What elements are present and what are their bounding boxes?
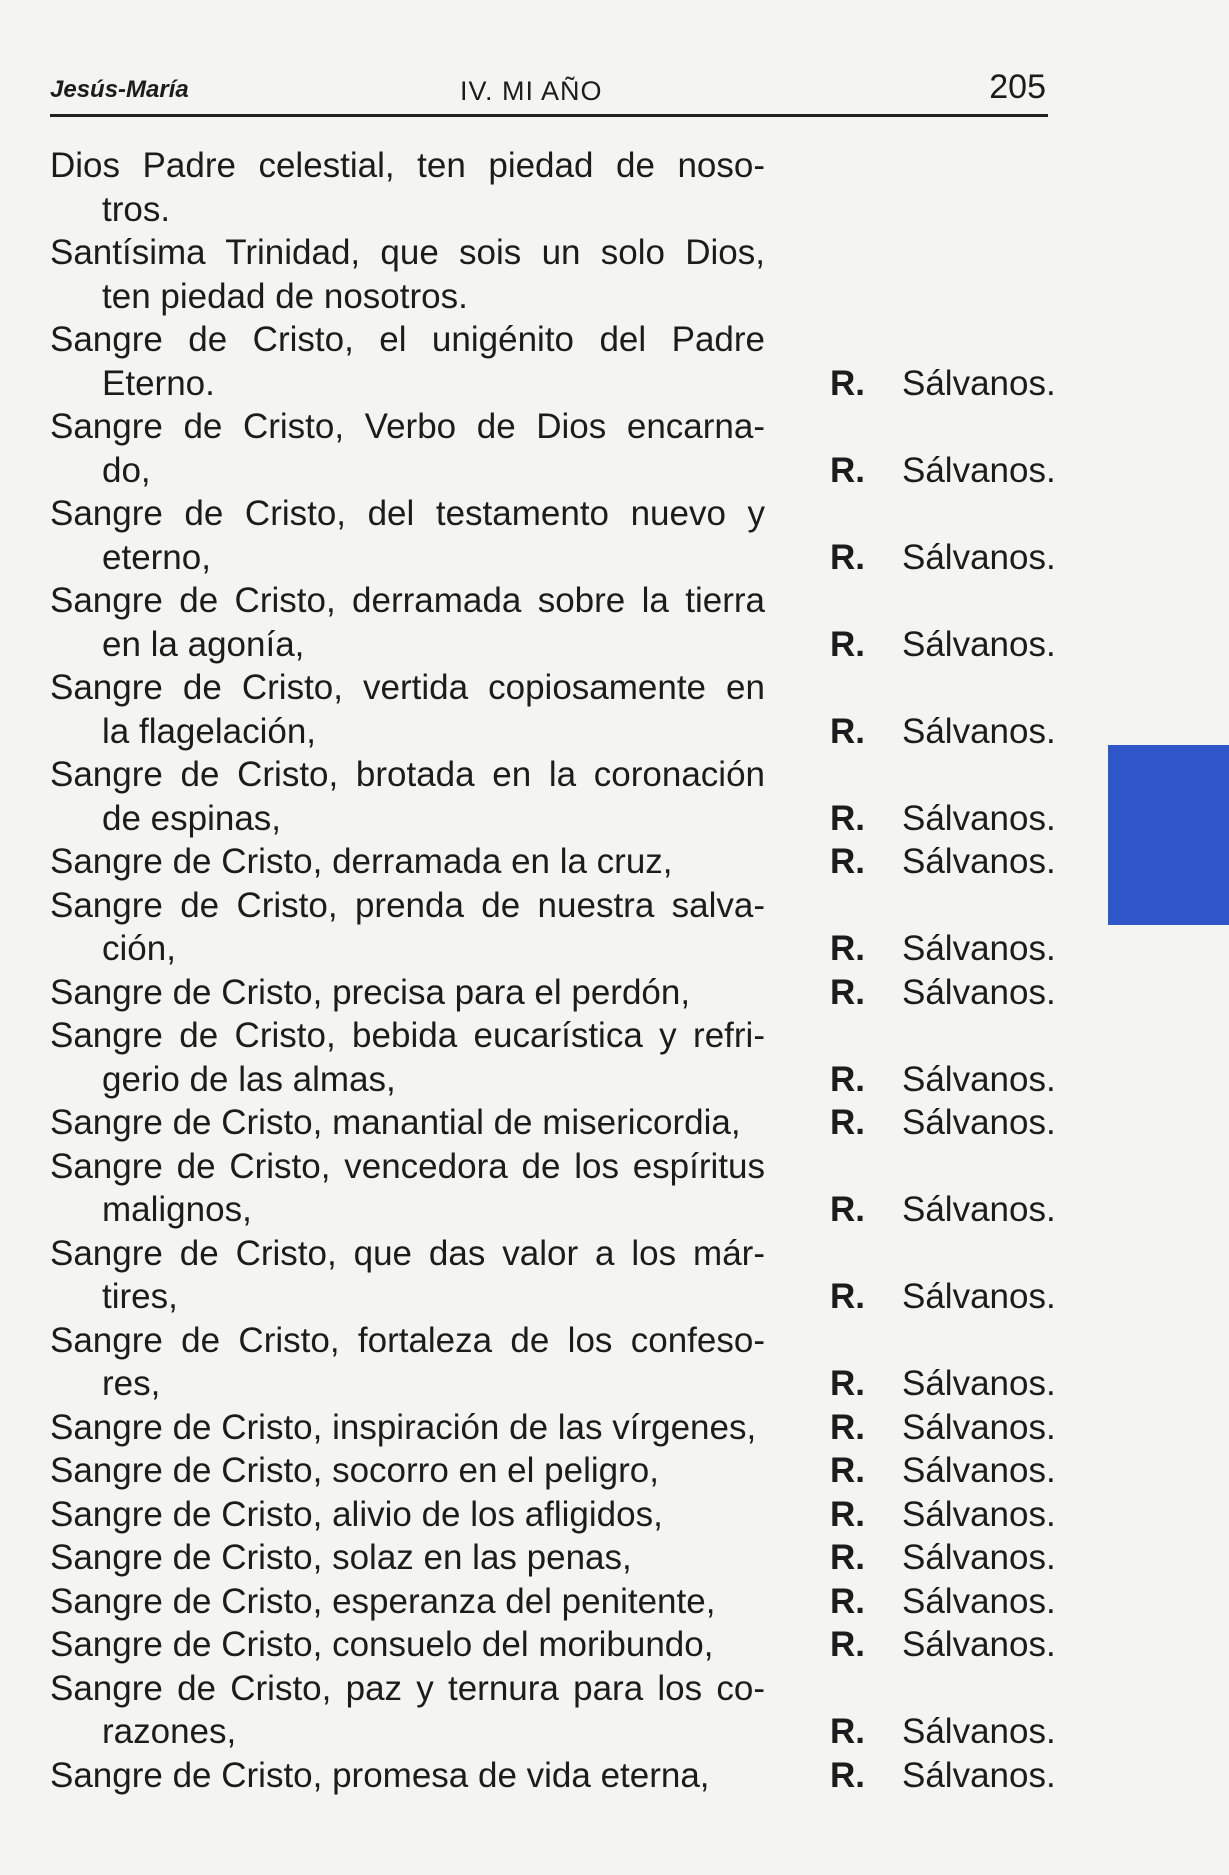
response bbox=[830, 1188, 1060, 1232]
response bbox=[830, 1406, 1060, 1450]
litany-entry bbox=[50, 1319, 1060, 1406]
response-symbol: R. bbox=[830, 1712, 865, 1751]
invocation bbox=[50, 318, 765, 405]
invocation bbox=[50, 971, 765, 1015]
litany-text bbox=[50, 144, 1060, 1797]
header-author: Jesús-María bbox=[50, 76, 189, 103]
response bbox=[830, 1275, 1060, 1319]
response-text: Sálvanos. bbox=[902, 1625, 1056, 1664]
invocation bbox=[50, 1667, 765, 1754]
invocation bbox=[50, 1449, 765, 1493]
litany-entry bbox=[50, 753, 1060, 840]
invocation-line: Sangre de Cristo, el unigénito del Padre bbox=[50, 320, 765, 359]
invocation-line: malignos, bbox=[102, 1190, 252, 1229]
response-text: Sálvanos. bbox=[902, 1712, 1056, 1751]
invocation bbox=[50, 753, 765, 840]
response bbox=[830, 1710, 1060, 1754]
response-text: Sálvanos. bbox=[902, 1277, 1056, 1316]
response-text: Sálvanos. bbox=[902, 1451, 1056, 1490]
invocation-line: Sangre de Cristo, prenda de nuestra salva- bbox=[50, 885, 765, 925]
invocation-line: tros. bbox=[102, 189, 171, 229]
invocation bbox=[50, 1493, 765, 1537]
response-symbol: R. bbox=[830, 1364, 865, 1403]
response-text: Sálvanos. bbox=[902, 842, 1056, 881]
invocation bbox=[50, 1406, 765, 1450]
litany-entry bbox=[50, 1232, 1060, 1319]
invocation bbox=[50, 884, 765, 971]
litany-entry bbox=[50, 1014, 1060, 1101]
invocation-line: Sangre de Cristo, paz y ternura para los co- bbox=[50, 1668, 765, 1708]
response bbox=[830, 362, 1060, 406]
invocation bbox=[50, 144, 765, 231]
litany-entry bbox=[50, 318, 1060, 405]
response-symbol: R. bbox=[830, 450, 865, 490]
response-text: Sálvanos. bbox=[902, 363, 1056, 403]
response-text: Sálvanos. bbox=[902, 450, 1056, 490]
response-symbol: R. bbox=[830, 798, 865, 838]
litany-entry bbox=[50, 1667, 1060, 1754]
response-symbol: R. bbox=[830, 1277, 865, 1316]
response bbox=[830, 1101, 1060, 1145]
response-text: Sálvanos. bbox=[902, 1364, 1056, 1403]
litany-entry bbox=[50, 1754, 1060, 1798]
response bbox=[830, 710, 1060, 754]
response-symbol: R. bbox=[830, 1581, 865, 1621]
litany-entry bbox=[50, 579, 1060, 666]
invocation-line: de espinas, bbox=[102, 798, 282, 838]
response bbox=[830, 1623, 1060, 1667]
response-symbol: R. bbox=[830, 624, 865, 664]
response-symbol: R. bbox=[830, 1059, 865, 1099]
page-number: 205 bbox=[989, 68, 1046, 106]
response-symbol: R. bbox=[830, 537, 865, 577]
invocation-line: la flagelación, bbox=[102, 711, 317, 751]
invocation-line: res, bbox=[102, 1364, 161, 1403]
litany-entry bbox=[50, 840, 1060, 884]
litany-entry bbox=[50, 144, 1060, 231]
invocation bbox=[50, 1754, 765, 1798]
response bbox=[830, 1058, 1060, 1102]
response-text: Sálvanos. bbox=[902, 1755, 1056, 1795]
invocation bbox=[50, 1101, 765, 1145]
invocation bbox=[50, 1232, 765, 1319]
response-symbol: R. bbox=[830, 1103, 865, 1142]
response bbox=[830, 1536, 1060, 1580]
litany-entry bbox=[50, 1449, 1060, 1493]
litany-entry bbox=[50, 666, 1060, 753]
invocation-line: Sangre de Cristo, precisa para el perdón, bbox=[50, 972, 691, 1012]
invocation-line: ten piedad de nosotros. bbox=[102, 276, 468, 316]
invocation-line: Eterno. bbox=[102, 363, 215, 403]
invocation-line: Dios Padre celestial, ten piedad de noso- bbox=[50, 146, 765, 185]
response-symbol: R. bbox=[830, 1538, 865, 1577]
response-text: Sálvanos. bbox=[902, 972, 1056, 1012]
invocation bbox=[50, 1623, 765, 1667]
invocation bbox=[50, 231, 765, 318]
invocation-line: gerio de las almas, bbox=[102, 1059, 396, 1099]
invocation-line: Sangre de Cristo, socorro en el peligro, bbox=[50, 1451, 659, 1490]
invocation-line: razones, bbox=[102, 1712, 237, 1751]
response-text: Sálvanos. bbox=[902, 1581, 1056, 1621]
invocation-line: Sangre de Cristo, alivio de los afligidos, bbox=[50, 1494, 663, 1534]
response-text: Sálvanos. bbox=[902, 1538, 1056, 1577]
invocation-line: Sangre de Cristo, Verbo de Dios encarna- bbox=[50, 407, 765, 446]
litany-entry bbox=[50, 1580, 1060, 1624]
invocation-line: Sangre de Cristo, bebida eucarística y refri- bbox=[50, 1016, 765, 1055]
response bbox=[830, 1493, 1060, 1537]
invocation-line: Sangre de Cristo, solaz en las penas, bbox=[50, 1538, 632, 1577]
invocation-line: Sangre de Cristo, fortaleza de los confeso- bbox=[50, 1320, 765, 1360]
invocation bbox=[50, 1319, 765, 1406]
response bbox=[830, 840, 1060, 884]
invocation bbox=[50, 579, 765, 666]
invocation-line: Santísima Trinidad, que sois un solo Dios, bbox=[50, 233, 765, 272]
response-symbol: R. bbox=[830, 711, 865, 751]
invocation bbox=[50, 405, 765, 492]
invocation-line: tires, bbox=[102, 1277, 178, 1316]
invocation-line: Sangre de Cristo, consuelo del moribundo, bbox=[50, 1625, 714, 1664]
litany-entry bbox=[50, 492, 1060, 579]
invocation-line: en la agonía, bbox=[102, 624, 305, 664]
invocation bbox=[50, 1536, 765, 1580]
response bbox=[830, 536, 1060, 580]
response-text: Sálvanos. bbox=[902, 711, 1056, 751]
response-symbol: R. bbox=[830, 1755, 865, 1795]
response bbox=[830, 927, 1060, 971]
invocation-line: Sangre de Cristo, brotada en la coronación bbox=[50, 755, 765, 794]
response-text: Sálvanos. bbox=[902, 537, 1056, 577]
litany-entry bbox=[50, 1145, 1060, 1232]
litany-entry bbox=[50, 1101, 1060, 1145]
invocation bbox=[50, 492, 765, 579]
response-text: Sálvanos. bbox=[902, 929, 1056, 968]
response-symbol: R. bbox=[830, 842, 865, 881]
response bbox=[830, 797, 1060, 841]
invocation-line: ción, bbox=[102, 929, 176, 968]
response-symbol: R. bbox=[830, 1451, 865, 1490]
invocation-line: Sangre de Cristo, esperanza del penitente, bbox=[50, 1581, 716, 1621]
invocation-line: Sangre de Cristo, promesa de vida eterna, bbox=[50, 1755, 710, 1795]
response bbox=[830, 1754, 1060, 1798]
response bbox=[830, 971, 1060, 1015]
response-text: Sálvanos. bbox=[902, 624, 1056, 664]
response-text: Sálvanos. bbox=[902, 1103, 1056, 1142]
response-text: Sálvanos. bbox=[902, 798, 1056, 838]
invocation bbox=[50, 1014, 765, 1101]
invocation-line: do, bbox=[102, 450, 151, 490]
response bbox=[830, 1449, 1060, 1493]
invocation bbox=[50, 840, 765, 884]
response-symbol: R. bbox=[830, 929, 865, 968]
header-section-title: IV. MI AÑO bbox=[460, 76, 603, 106]
response-symbol: R. bbox=[830, 363, 865, 403]
response-symbol: R. bbox=[830, 1494, 865, 1534]
invocation-line: Sangre de Cristo, vertida copiosamente en bbox=[50, 668, 765, 707]
litany-entry bbox=[50, 1623, 1060, 1667]
litany-entry bbox=[50, 405, 1060, 492]
response-text: Sálvanos. bbox=[902, 1190, 1056, 1229]
litany-entry bbox=[50, 1406, 1060, 1450]
invocation-line: eterno, bbox=[102, 537, 211, 577]
response bbox=[830, 1580, 1060, 1624]
invocation-line: Sangre de Cristo, vencedora de los espíritus bbox=[50, 1146, 765, 1186]
litany-entry bbox=[50, 884, 1060, 971]
thumb-index-tab bbox=[1108, 745, 1229, 925]
response bbox=[830, 449, 1060, 493]
invocation bbox=[50, 666, 765, 753]
running-header bbox=[50, 68, 1048, 117]
invocation-line: Sangre de Cristo, derramada sobre la tierra bbox=[50, 581, 765, 620]
litany-entry bbox=[50, 971, 1060, 1015]
invocation-line: Sangre de Cristo, del testamento nuevo y bbox=[50, 494, 765, 533]
invocation-line: Sangre de Cristo, inspiración de las vírgenes, bbox=[50, 1407, 757, 1447]
response-text: Sálvanos. bbox=[902, 1407, 1056, 1447]
response bbox=[830, 1362, 1060, 1406]
litany-entry bbox=[50, 231, 1060, 318]
litany-entry bbox=[50, 1493, 1060, 1537]
invocation bbox=[50, 1145, 765, 1232]
response-symbol: R. bbox=[830, 1625, 865, 1664]
invocation-line: Sangre de Cristo, derramada en la cruz, bbox=[50, 842, 673, 881]
response-symbol: R. bbox=[830, 972, 865, 1012]
response-symbol: R. bbox=[830, 1190, 865, 1229]
invocation-line: Sangre de Cristo, manantial de misericordia, bbox=[50, 1103, 741, 1142]
response-text: Sálvanos. bbox=[902, 1494, 1056, 1534]
response-text: Sálvanos. bbox=[902, 1059, 1056, 1099]
invocation-line: Sangre de Cristo, que das valor a los már- bbox=[50, 1233, 765, 1273]
response-symbol: R. bbox=[830, 1407, 865, 1447]
response bbox=[830, 623, 1060, 667]
invocation bbox=[50, 1580, 765, 1624]
litany-entry bbox=[50, 1536, 1060, 1580]
